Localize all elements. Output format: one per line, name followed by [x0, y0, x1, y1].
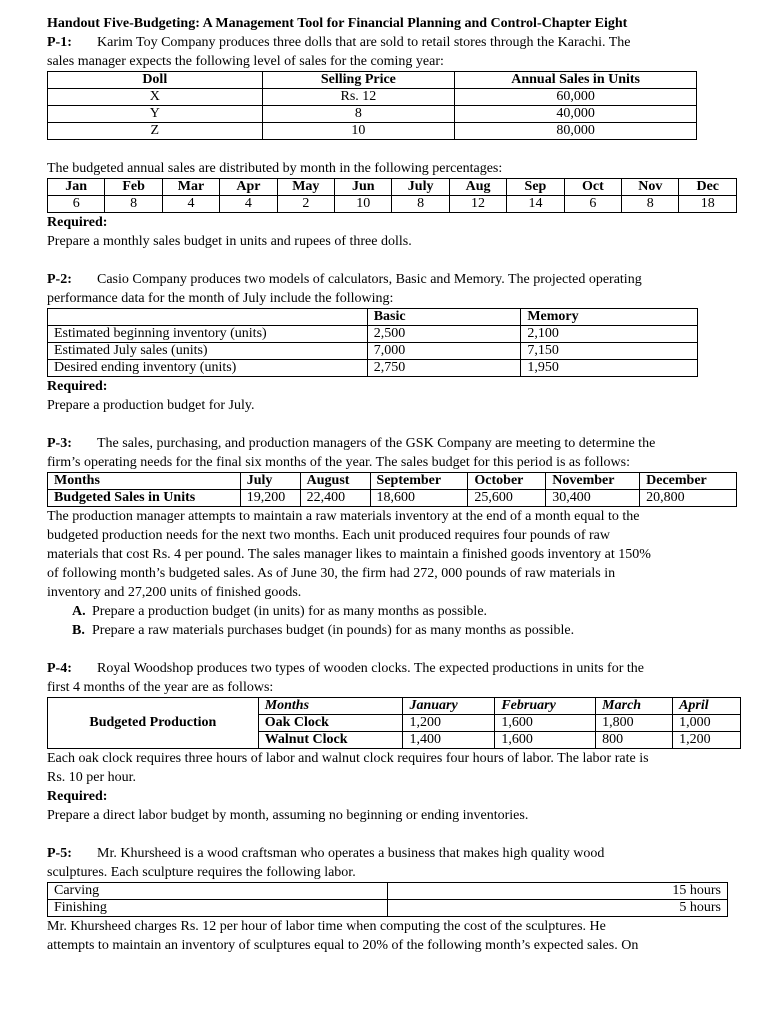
table-row: X Rs. 12 60,000	[48, 89, 697, 106]
p1-label: P-1:	[47, 35, 72, 50]
p2-required-heading: Required:	[47, 379, 108, 394]
p2-production-table	[47, 308, 698, 377]
p3-paragraph-line: of following month’s budgeted sales. As of June 30, the firm had 272, 000 pounds of raw materials in	[47, 566, 616, 581]
p3-intro: P-3: The sales, purchasing, and production managers of the GSK Company are meeting to determine the	[47, 436, 656, 451]
table-header-row: Doll Selling Price Annual Sales in Units	[48, 72, 697, 89]
p5-intro: P-5: Mr. Khursheed is a wood craftsman who operates a business that makes high quality wood	[47, 846, 605, 861]
p5-labor-table	[47, 882, 728, 917]
p3-paragraph-line: budgeted production needs for the next two months. Each unit produced requires four pounds of raw	[47, 528, 610, 543]
table-row: Z 10 80,000	[48, 123, 697, 140]
p2-task: Prepare a production budget for July.	[47, 398, 255, 413]
table-row: Walnut Clock 1,400 1,600 800 1,200	[48, 732, 741, 749]
table-header-row: Budgeted Production Months January February March April	[48, 698, 741, 715]
table-row: Desired ending inventory (units) 2,750 1,950	[48, 360, 698, 377]
p2-label: P-2:	[47, 272, 72, 287]
p4-paragraph-line: Each oak clock requires three hours of labor and walnut clock requires four hours of labor. The labor rate is	[47, 751, 649, 766]
p4-required-heading: Required:	[47, 789, 108, 804]
p3-sales-table	[47, 472, 737, 507]
list-item: A. Prepare a production budget (in units) for as many months as possible.	[72, 604, 488, 619]
p5-paragraph-line: Mr. Khursheed charges Rs. 12 per hour of labor time when computing the cost of the sculptures. He	[47, 919, 606, 934]
p1-task: Prepare a monthly sales budget in units and rupees of three dolls.	[47, 234, 412, 249]
table-row: Carving 15 hours	[48, 883, 728, 900]
p5-paragraph-line: attempts to maintain an inventory of sculptures equal to 20% of the following month’s expected sales. On	[47, 938, 639, 953]
p1-percent-intro: The budgeted annual sales are distributed by month in the following percentages:	[47, 161, 503, 176]
p5-label: P-5:	[47, 846, 72, 861]
document-page	[47, 14, 747, 955]
p1-doll-table	[47, 71, 697, 140]
p4-intro: P-4: Royal Woodshop produces two types of wooden clocks. The expected productions in units for the	[47, 661, 644, 676]
p4-production-table	[47, 697, 741, 749]
p4-task: Prepare a direct labor budget by month, assuming no beginning or ending inventories.	[47, 808, 529, 823]
p3-label: P-3:	[47, 436, 72, 451]
p3-paragraph-line: inventory and 27,200 units of finished goods.	[47, 585, 302, 600]
p1-required-heading: Required:	[47, 215, 108, 230]
table-row: Finishing 5 hours	[48, 900, 728, 917]
p3-paragraph-line: materials that cost Rs. 4 per pound. The sales manager likes to maintain a finished goods inventory at 150%	[47, 547, 651, 562]
table-row: Oak Clock 1,200 1,600 1,800 1,000	[48, 715, 741, 732]
handout-title: Handout Five-Budgeting: A Management Tool for Financial Planning and Control-Chapter Eight	[47, 16, 628, 31]
p1-intro: P-1: Karim Toy Company produces three dolls that are sold to retail stores through the Karachi. The	[47, 35, 631, 50]
table-header-row: Basic Memory	[48, 309, 698, 326]
table-row: Estimated beginning inventory (units) 2,500 2,100	[48, 326, 698, 343]
p4-paragraph-line: Rs. 10 per hour.	[47, 770, 137, 785]
table-header-row: Jan Feb Mar Apr May Jun July Aug Sep Oct Nov Dec	[48, 179, 737, 196]
p3-intro-cont: firm’s operating needs for the final six months of the year. The sales budget for this period is as follows:	[47, 455, 630, 470]
list-item: B. Prepare a raw materials purchases budget (in pounds) for as many months as possible.	[72, 623, 575, 638]
p4-intro-cont: first 4 months of the year are as follows:	[47, 680, 274, 695]
table-row: Budgeted Sales in Units 19,200 22,400 18,600 25,600 30,400 20,800	[48, 490, 737, 507]
p2-intro-cont: performance data for the month of July include the following:	[47, 291, 394, 306]
p2-intro: P-2: Casio Company produces two models of calculators, Basic and Memory. The projected operating	[47, 272, 642, 287]
p1-intro-cont: sales manager expects the following level of sales for the coming year:	[47, 54, 444, 69]
p5-intro-cont: sculptures. Each sculpture requires the following labor.	[47, 865, 356, 880]
p3-task-list	[47, 602, 747, 640]
p4-label: P-4:	[47, 661, 72, 676]
p1-monthly-percent-table	[47, 178, 737, 213]
row-group-label: Budgeted Production	[48, 698, 259, 749]
table-header-row: Months July August September October November December	[48, 473, 737, 490]
table-row: Estimated July sales (units) 7,000 7,150	[48, 343, 698, 360]
table-row: Y 8 40,000	[48, 106, 697, 123]
table-row: 6 8 4 4 2 10 8 12 14 6 8 18	[48, 196, 737, 213]
p3-paragraph-line: The production manager attempts to maintain a raw materials inventory at the end of a month equal to the	[47, 509, 640, 524]
